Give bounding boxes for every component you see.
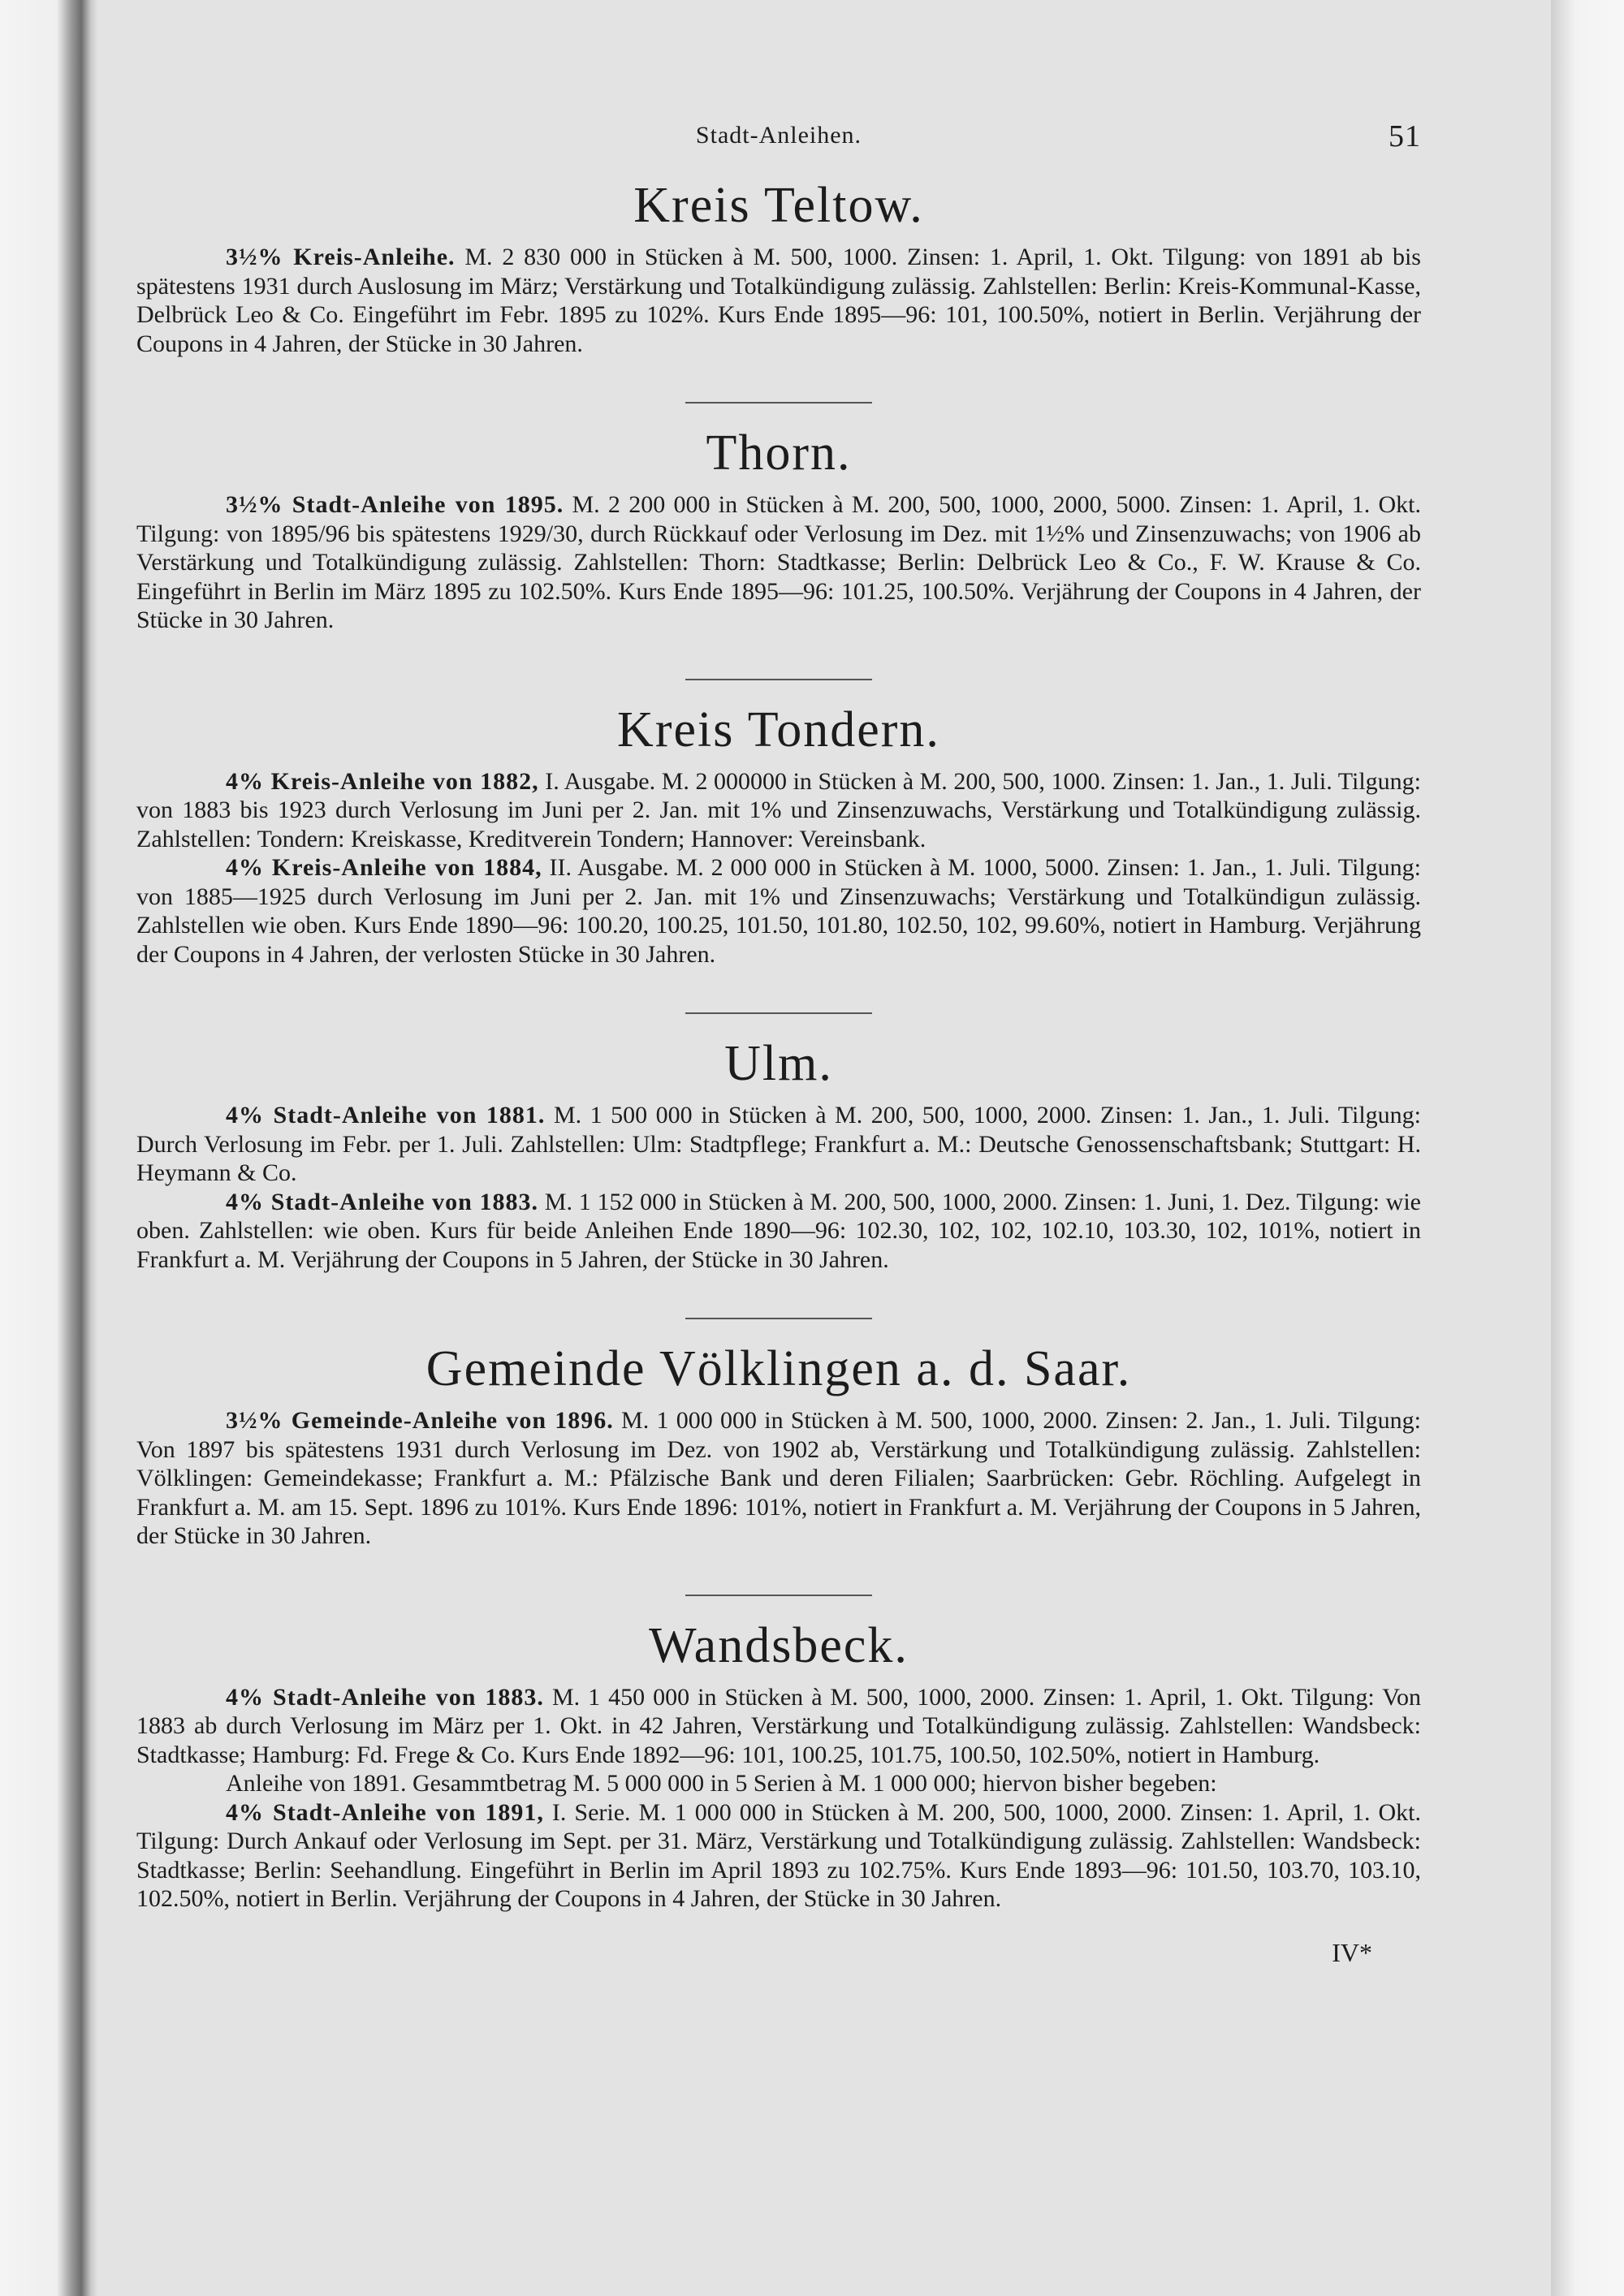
section-paragraph: [136, 1406, 1421, 1551]
section: [136, 1340, 1421, 1551]
section-paragraph: [136, 243, 1421, 358]
section-title: Ulm.: [724, 1036, 833, 1091]
loan-details: M. 2 200 000 in Stücken à M. 200, 500, 1000, 2000, 5000. Zinsen: 1. April, 1. Okt. Tilgung: von 1895/96 bis spätestens 1929/30, durch Rückkauf oder Verlosung im Dez. mit 1½% und Zinsenzuwachs; von 1906 ab Verstärkung und Totalkündigung zulässig. Zahlstellen: Thorn: Stadtkasse; Berlin: Delbrück Leo & Co., F. W. Krause & Co. Eingeführt in Berlin im März 1895 zu 102.50%. Kurs Ende 1895—96: 101.25, 100.50%. Verjährung der Coupons in 4 Jahren, der Stücke in 30 Jahren.: [136, 491, 1422, 633]
loan-details: M. 2 830 000 in Stücken à M. 500, 1000. Zinsen: 1. April, 1. Okt. Tilgung: von 1891 ab bis spätestens 1931 durch Auslosung im März; Verstärkung und Totalkündigung zulässig. Zahlstellen: Berlin: Kreis-Kommunal-Kasse, Delbrück Leo & Co. Eingeführt im Febr. 1895 zu 102%. Kurs Ende 1895—96: 101, 100.50%, notiert in Berlin. Verjährung der Coupons in 4 Jahren, der Stücke in 30 Jahren.: [136, 244, 1421, 357]
sections-container: [136, 177, 1421, 1914]
section: [136, 425, 1421, 635]
page-content: [136, 119, 1422, 1968]
loan-heading: 3½% Gemeinde-Anleihe von 1896.: [226, 1407, 614, 1434]
section-paragraph: [136, 1798, 1421, 1914]
running-header: [136, 119, 1421, 162]
section-paragraph: [136, 1188, 1421, 1275]
section-title: Wandsbeck.: [649, 1617, 909, 1673]
section-title: Gemeinde Völklingen a. d. Saar.: [425, 1341, 1132, 1396]
section-title: Kreis Teltow.: [633, 178, 924, 233]
section-paragraph: [136, 1769, 1421, 1798]
loan-heading: 4% Stadt-Anleihe von 1891,: [226, 1798, 544, 1826]
loan-heading: 3½% Kreis-Anleihe.: [226, 244, 456, 270]
loan-details: I. Serie. M. 1 000 000 in Stücken à M. 200, 500, 1000, 2000. Zinsen: 1. April, 1. Okt. Tilgung: Durch Ankauf oder Verlosung im Sept. per 31. März, Verstärkung und Totalkündigung zulässig. Zahlstellen: Wandsbeck: Stadtkasse; Berlin: Seehandlung. Eingeführt in Berlin im April 1893 zu 102.75%. Kurs Ende 1893—96: 101.50, 103.70, 103.10, 102.50%, notiert in Berlin. Verjährung der Coupons in 4 Jahren, der Stücke in 30 Jahren.: [136, 1798, 1422, 1912]
section-title: Thorn.: [706, 425, 852, 481]
loan-details: I. Ausgabe. M. 2 000000 in Stücken à M. 200, 500, 1000. Zinsen: 1. Jan., 1. Juli. Tilgung: von 1883 bis 1923 durch Verlosung im Juni per 2. Jan. mit 1% und Zinsenzuwachs, Verstärkung und Totalkündigung zulässig. Zahlstellen: Tondern: Kreiskasse, Kreditverein Tondern; Hannover: Vereinsbank.: [136, 767, 1421, 852]
section-separator: [685, 1012, 872, 1014]
section-paragraph: [136, 767, 1421, 854]
loan-heading: 4% Stadt-Anleihe von 1881.: [226, 1102, 546, 1129]
loan-details: Anleihe von 1891. Gesammtbetrag M. 5 000 000 in 5 Serien à M. 1 000 000; hiervon bisher begeben:: [226, 1770, 1217, 1797]
loan-heading: 4% Kreis-Anleihe von 1884,: [226, 854, 542, 881]
loan-details: M. 1 500 000 in Stücken à M. 200, 500, 1000, 2000. Zinsen: 1. Jan., 1. Juli. Tilgung: Durch Verlosung im Febr. per 1. Juli. Zahlstellen: Ulm: Stadtpflege; Frankfurt a. M.: Deutsche Genossenschaftsbank; Stuttgart: H. Heymann & Co.: [136, 1102, 1421, 1186]
section: [136, 701, 1421, 969]
loan-heading: 4% Stadt-Anleihe von 1883.: [226, 1683, 544, 1711]
section-separator: [685, 679, 872, 680]
section-separator: [685, 1595, 872, 1596]
section: [136, 1035, 1421, 1274]
loan-details: M. 1 450 000 in Stücken à M. 500, 1000, 2000. Zinsen: 1. April, 1. Okt. Tilgung: Von 1883 ab durch Verlosung im März per 1. Okt. in 42 Jahren, Verstärkung und Totalkündigung zulässig. Zahlstellen: Wandsbeck: Stadtkasse; Hamburg: Fd. Frege & Co. Kurs Ende 1892—96: 101, 100.25, 101.75, 100.50, 102.50%, notiert in Hamburg.: [136, 1683, 1422, 1768]
loan-details: M. 1 152 000 in Stücken à M. 200, 500, 1000, 2000. Zinsen: 1. Juni, 1. Dez. Tilgung: wie oben. Zahlstellen: wie oben. Kurs für beide Anleihen Ende 1890—96: 102.30, 102, 102, 102.10, 103.30, 102, 101%, notiert in Frankfurt a. M. Verjährung der Coupons in 5 Jahren, der Stücke in 30 Jahren.: [136, 1188, 1421, 1273]
loan-heading: 3½% Stadt-Anleihe von 1895.: [226, 491, 564, 518]
section: [136, 177, 1421, 358]
document-page: [97, 0, 1551, 2296]
section-paragraph: [136, 853, 1421, 969]
signature-mark: IV*: [1332, 1937, 1372, 1967]
page-number: 51: [1389, 119, 1421, 153]
loan-details: II. Ausgabe. M. 2 000 000 in Stücken à M. 1000, 5000. Zinsen: 1. Jan., 1. Juli. Tilgung: von 1885—1925 durch Verlosung im Juni per 2. Jan. mit 1% und Zinsenzuwachs; Verstärkung und Totalkündigun zulässig. Zahlstellen wie oben. Kurs Ende 1890—96: 100.20, 100.25, 101.50, 101.80, 102.50, 102, 99.60%, notiert in Hamburg. Verjährung der Coupons in 4 Jahren, der verlosten Stücke in 30 Jahren.: [136, 854, 1421, 968]
page-edge: [1551, 0, 1624, 2296]
section-title: Kreis Tondern.: [617, 701, 940, 757]
loan-details: M. 1 000 000 in Stücken à M. 500, 1000, 2000. Zinsen: 2. Jan., 1. Juli. Tilgung: Von 1897 bis spätestens 1931 durch Verlosung im Dez. von 1902 ab, Verstärkung und Totalkündigung zulässig. Zahlstellen: Völklingen: Gemeindekasse; Frankfurt a. M.: Pfälzische Bank und deren Filialen; Saarbrücken: Gebr. Röchling. Aufgelegt in Frankfurt a. M. am 15. Sept. 1896 zu 101%. Kurs Ende 1896: 101%, notiert in Frankfurt a. M. Verjährung der Coupons in 5 Jahren, der Stücke in 30 Jahren.: [136, 1407, 1421, 1549]
book-spine: [0, 0, 97, 2296]
running-title: Stadt-Anleihen.: [695, 122, 862, 149]
section-separator: [685, 402, 872, 404]
section-separator: [685, 1318, 872, 1319]
loan-heading: 4% Stadt-Anleihe von 1883.: [226, 1188, 539, 1215]
section-paragraph: [136, 490, 1421, 635]
section-paragraph: [136, 1101, 1421, 1188]
section: [136, 1617, 1421, 1914]
section-paragraph: [136, 1683, 1421, 1770]
loan-heading: 4% Kreis-Anleihe von 1882,: [226, 767, 539, 795]
